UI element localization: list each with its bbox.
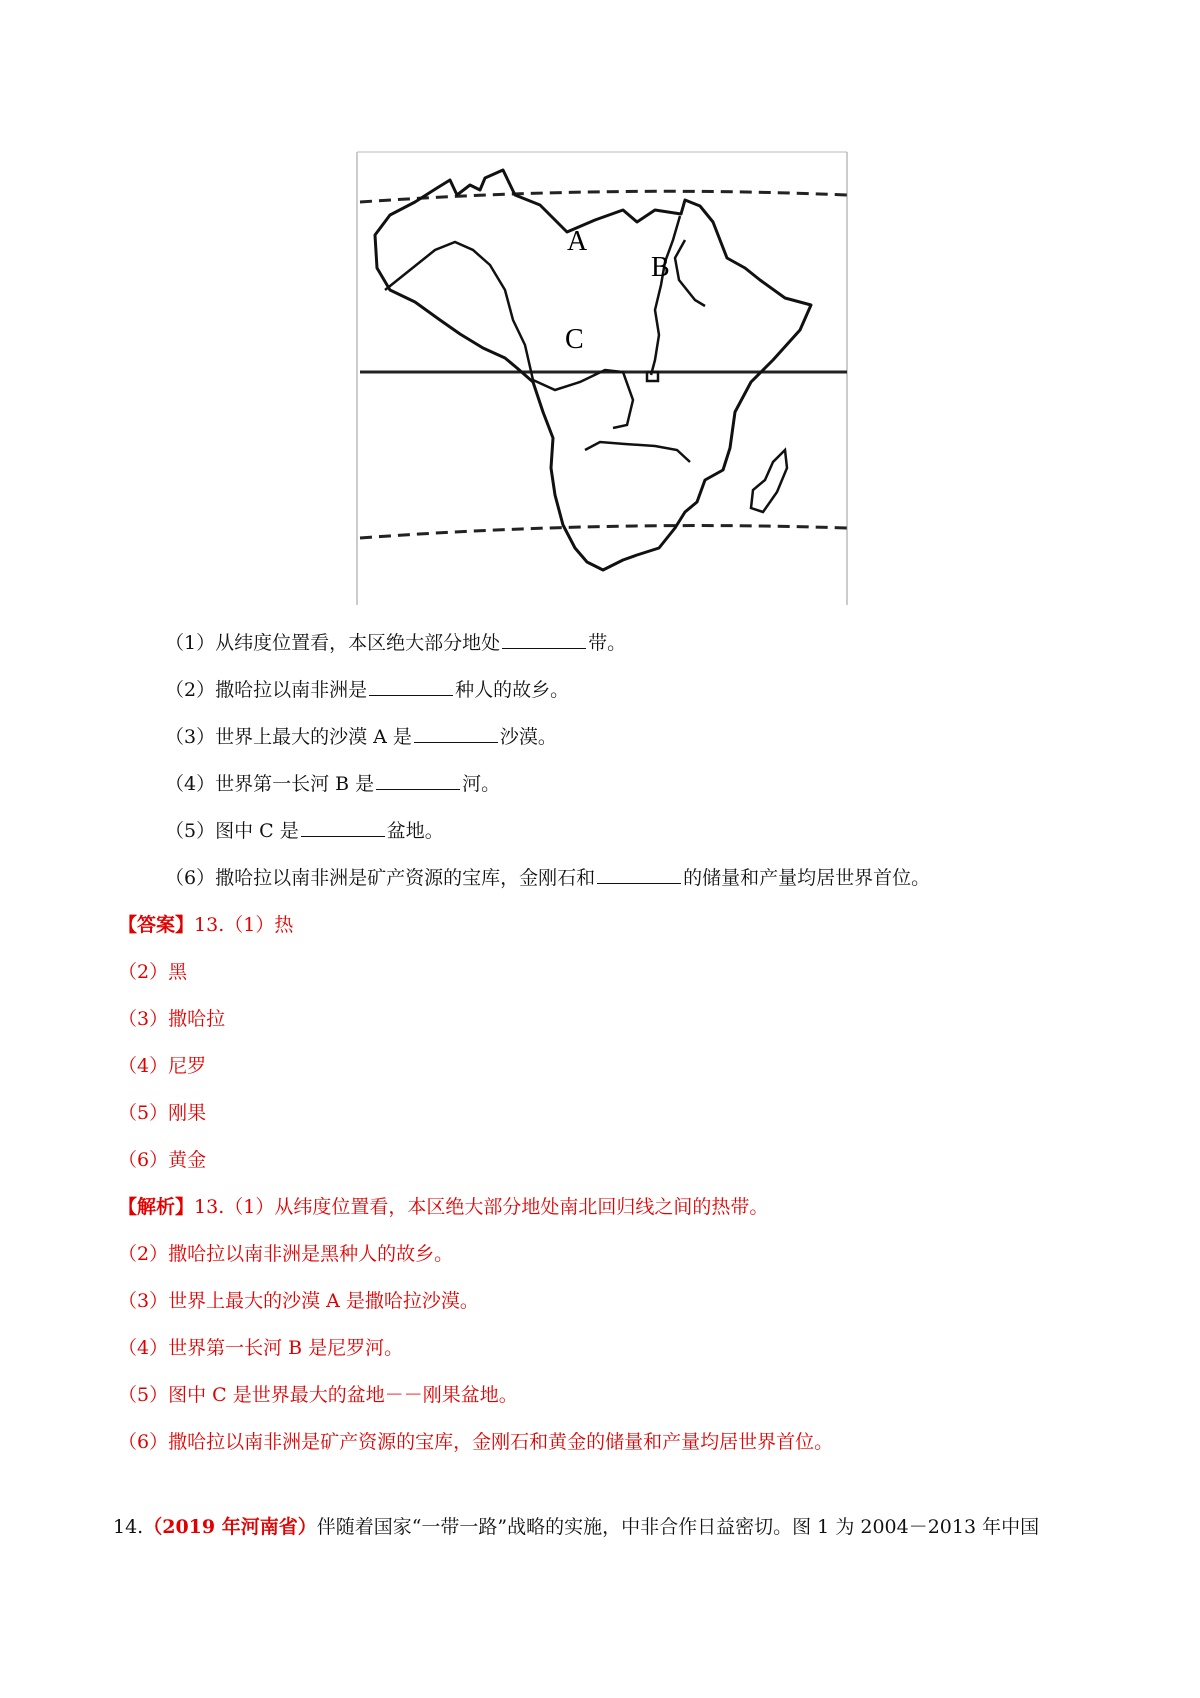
africa-outline xyxy=(375,170,811,570)
analysis-tag: 【解析】 xyxy=(118,1196,195,1218)
nile-tributary xyxy=(675,240,705,306)
answer-line-6: （6）黄金 xyxy=(118,1149,207,1171)
question-1: （1）从纬度位置看，本区绝大部分地处 带。 xyxy=(165,632,627,654)
question-3: （3）世界上最大的沙漠 A 是 沙漠。 xyxy=(165,726,557,748)
answer-blank xyxy=(376,771,460,790)
answer-line-5: （5）刚果 xyxy=(118,1102,207,1124)
analysis-line-1: 【解析】13.（1）从纬度位置看，本区绝大部分地处南北回归线之间的热带。 xyxy=(118,1196,769,1218)
map-label-c: C xyxy=(565,324,584,355)
analysis-line-3: （3）世界上最大的沙漠 A 是撒哈拉沙漠。 xyxy=(118,1290,479,1312)
congo-river xyxy=(533,370,633,428)
question-5: （5）图中 C 是 盆地。 xyxy=(165,820,444,842)
madagascar-outline xyxy=(751,450,787,512)
answer-tag: 【答案】 xyxy=(118,914,195,936)
nile-river xyxy=(651,216,680,375)
question-2: （2）撒哈拉以南非洲是 种人的故乡。 xyxy=(165,679,570,701)
answer-blank xyxy=(414,724,498,743)
question-14-text: 伴随着国家“一带一路”战略的实施，中非合作日益密切。图 1 为 2004－2013 年中国 xyxy=(316,1516,1040,1538)
niger-river xyxy=(385,242,533,380)
analysis-line-2: （2）撒哈拉以南非洲是黑种人的故乡。 xyxy=(118,1243,454,1265)
answer-line-4: （4）尼罗 xyxy=(118,1055,207,1077)
answer-blank xyxy=(369,677,453,696)
tropic-of-cancer-line xyxy=(360,191,847,202)
zambezi-river xyxy=(585,442,690,462)
analysis-line-6: （6）撒哈拉以南非洲是矿产资源的宝库，金刚石和黄金的储量和产量均居世界首位。 xyxy=(118,1431,834,1453)
answer-blank xyxy=(597,865,681,884)
analysis-line-5: （5）图中 C 是世界最大的盆地－－刚果盆地。 xyxy=(118,1384,518,1406)
question-14-number: 14. xyxy=(113,1516,144,1538)
map-label-b: B xyxy=(651,252,670,283)
map-label-a: A xyxy=(567,226,588,257)
answer-line-2: （2）黑 xyxy=(118,961,188,983)
africa-map xyxy=(355,150,850,610)
question-4: （4）世界第一长河 B 是 河。 xyxy=(165,773,501,795)
analysis-line-4: （4）世界第一长河 B 是尼罗河。 xyxy=(118,1337,404,1359)
answer-blank xyxy=(502,630,586,649)
question-14-source: （2019 年河南省） xyxy=(143,1516,317,1538)
answer-line-3: （3）撒哈拉 xyxy=(118,1008,226,1030)
answer-line-1: 【答案】13.（1）热 xyxy=(118,914,294,936)
question-6: （6）撒哈拉以南非洲是矿产资源的宝库，金刚石和 的储量和产量均居世界首位。 xyxy=(165,867,931,889)
tropic-of-capricorn-line xyxy=(360,526,847,538)
question-14 xyxy=(113,1514,1039,1540)
answer-blank xyxy=(301,818,385,837)
